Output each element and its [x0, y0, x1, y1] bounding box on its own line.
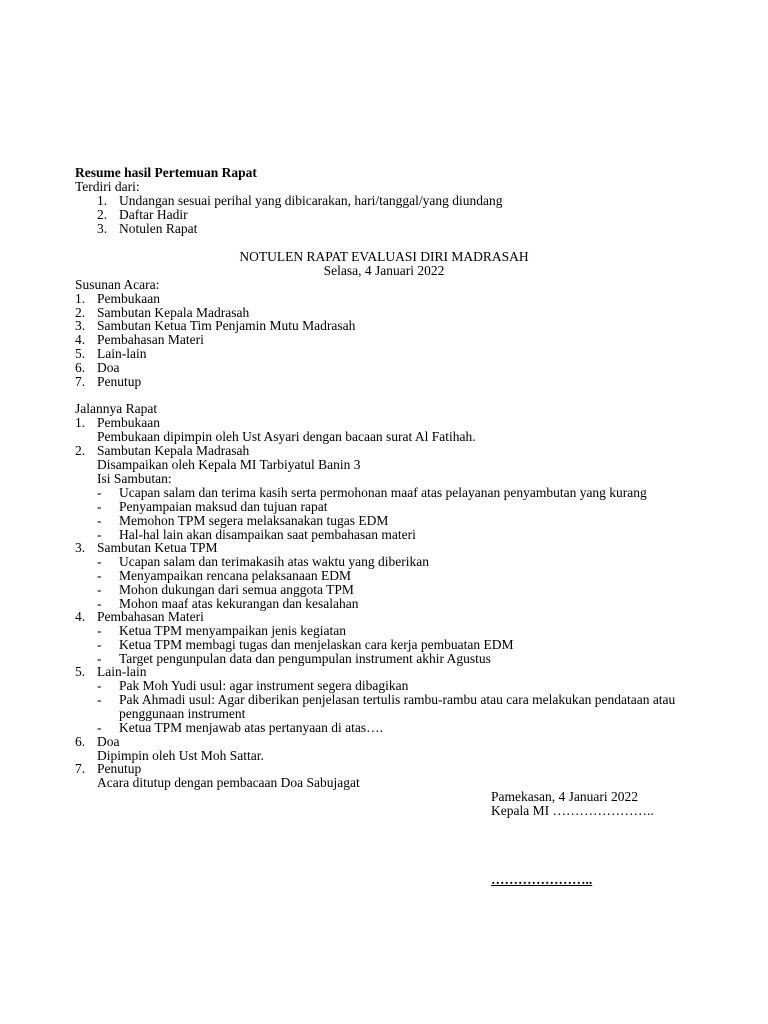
list-number: 2. [97, 207, 108, 222]
list-number: 6. [75, 360, 86, 375]
section-number: 3. [75, 540, 86, 555]
section-title: Sambutan Kepala Madrasah [97, 443, 250, 458]
list-item: Pembahasan Materi [97, 332, 204, 347]
section-number: 2. [75, 443, 86, 458]
section-number: 5. [75, 664, 86, 679]
list-number: 1. [97, 193, 108, 208]
bullet-item: Memohon TPM segera melaksanakan tugas EDM [119, 513, 389, 528]
section-number: 4. [75, 609, 86, 624]
resume-subtitle: Terdiri dari: [75, 179, 140, 194]
list-number: 5. [75, 346, 86, 361]
list-item: Pembukaan [97, 291, 160, 306]
section-title: Sambutan Ketua TPM [97, 540, 218, 555]
bullet-item: Penyampaian maksud dan tujuan rapat [119, 499, 328, 514]
section-title: Pembahasan Materi [97, 609, 204, 624]
section-title: Doa [97, 734, 120, 749]
signature-name: ………………….. [491, 872, 593, 887]
section-body: Disampaikan oleh Kepala MI Tarbiyatul Banin 3 [97, 457, 361, 472]
bullet-dash: - [97, 623, 102, 638]
bullet-dash: - [97, 554, 102, 569]
section-body: Acara ditutup dengan pembacaan Doa Sabujagat [97, 775, 360, 790]
section-body: Isi Sambutan: [97, 471, 172, 486]
list-number: 1. [75, 291, 86, 306]
bullet-dash: - [97, 596, 102, 611]
bullet-dash: - [97, 720, 102, 735]
section-number: 7. [75, 761, 86, 776]
bullet-item: Ketua TPM menjawab atas pertanyaan di atas…. [119, 720, 384, 735]
signature-place-date: Pamekasan, 4 Januari 2022 [491, 789, 638, 804]
notulen-title: NOTULEN RAPAT EVALUASI DIRI MADRASAH [239, 249, 529, 264]
list-item: Undangan sesuai perihal yang dibicarakan, hari/tanggal/yang diundang [119, 193, 503, 208]
bullet-dash: - [97, 651, 102, 666]
list-item: Lain-lain [97, 346, 147, 361]
notulen-date: Selasa, 4 Januari 2022 [323, 263, 445, 278]
bullet-dash: - [97, 485, 102, 500]
proceedings-label: Jalannya Rapat [75, 401, 158, 416]
resume-title: Resume hasil Pertemuan Rapat [75, 165, 257, 180]
agenda-label: Susunan Acara: [75, 277, 160, 292]
bullet-item: Menyampaikan rencana pelaksanaan EDM [119, 568, 352, 583]
bullet-item-continuation: penggunaan instrument [119, 706, 246, 721]
list-item: Penutup [97, 374, 142, 389]
list-item: Sambutan Ketua Tim Penjamin Mutu Madrasah [97, 318, 356, 333]
list-number: 3. [97, 221, 108, 236]
bullet-item: Mohon maaf atas kekurangan dan kesalahan [119, 596, 359, 611]
list-item: Sambutan Kepala Madrasah [97, 305, 250, 320]
section-title: Penutup [97, 761, 142, 776]
bullet-item: Mohon dukungan dari semua anggota TPM [119, 582, 354, 597]
bullet-dash: - [97, 568, 102, 583]
bullet-item: Ucapan salam dan terimakasih atas waktu yang diberikan [119, 554, 430, 569]
bullet-item: Ketua TPM membagi tugas dan menjelaskan cara kerja pembuatan EDM [119, 637, 514, 652]
bullet-dash: - [97, 513, 102, 528]
section-number: 1. [75, 415, 86, 430]
list-number: 7. [75, 374, 86, 389]
section-body: Pembukaan dipimpin oleh Ust Asyari dengan bacaan surat Al Fatihah. [97, 429, 476, 444]
signature-role: Kepala MI ………………….. [491, 803, 654, 818]
bullet-dash: - [97, 527, 102, 542]
list-number: 4. [75, 332, 86, 347]
bullet-item: Ucapan salam dan terima kasih serta permohonan maaf atas pelayanan penyambutan yang kurang [119, 485, 647, 500]
list-item: Daftar Hadir [119, 207, 188, 222]
bullet-dash: - [97, 499, 102, 514]
section-body: Dipimpin oleh Ust Moh Sattar. [97, 748, 264, 763]
section-number: 6. [75, 734, 86, 749]
bullet-item: Hal-hal lain akan disampaikan saat pembahasan materi [119, 527, 416, 542]
bullet-item: Ketua TPM menyampaikan jenis kegiatan [119, 623, 346, 638]
list-item: Notulen Rapat [119, 221, 198, 236]
bullet-dash: - [97, 678, 102, 693]
bullet-dash: - [97, 692, 102, 707]
bullet-dash: - [97, 582, 102, 597]
list-number: 2. [75, 305, 86, 320]
bullet-dash: - [97, 637, 102, 652]
bullet-item: Target pengunpulan data dan pengumpulan instrument akhir Agustus [119, 651, 491, 666]
list-number: 3. [75, 318, 86, 333]
bullet-item: Pak Moh Yudi usul: agar instrument segera dibagikan [119, 678, 409, 693]
list-item: Doa [97, 360, 120, 375]
section-title: Pembukaan [97, 415, 160, 430]
section-title: Lain-lain [97, 664, 147, 679]
bullet-item: Pak Ahmadi usul: Agar diberikan penjelasan tertulis rambu-rambu atau cara melakukan pendataan atau [119, 692, 676, 707]
